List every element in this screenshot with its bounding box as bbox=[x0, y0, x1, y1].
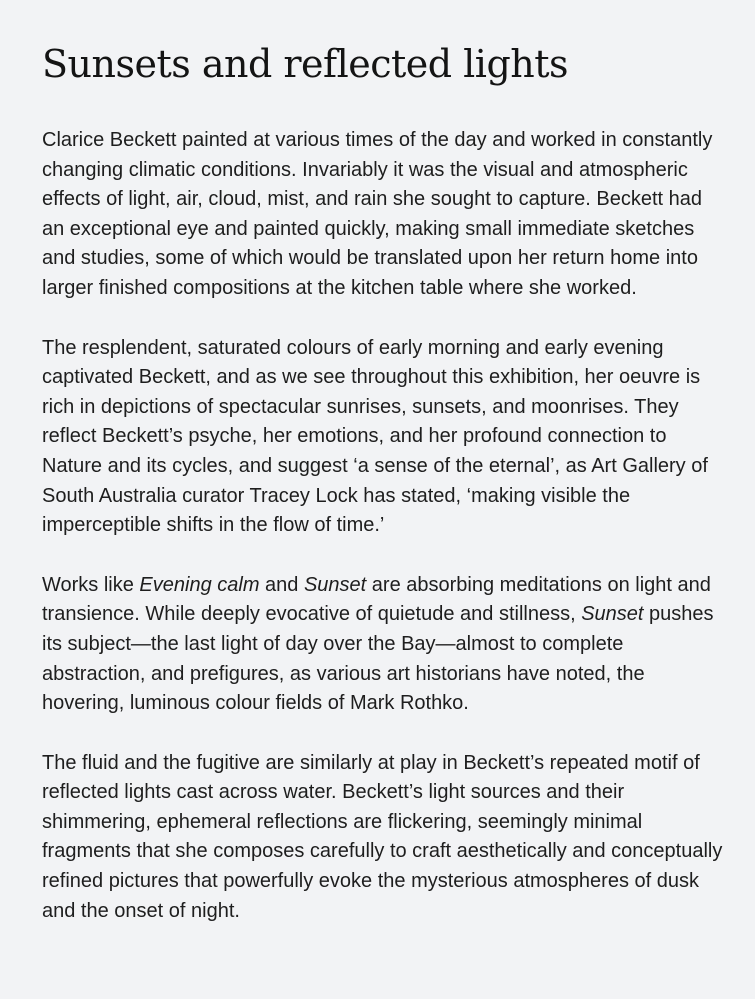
paragraph-2: The resplendent, saturated colours of early morning and early evening captivated Beckett, and as we see throughout this exhibition, her oeuvre is rich in depictions of spectacular sunrises, sunsets, and moonrises. They reflect Beckett’s psyche, her emotions, and her profound connection to Nature and its cycles, and suggest ‘a sense of the eternal’, as Art Gallery of South Australia curator Tracey Lock has stated, ‘making visible the imperceptible shifts in the flow of time.’ bbox=[42, 336, 708, 537]
artwork-title: Sunset bbox=[581, 603, 644, 626]
paragraph-4: The fluid and the fugitive are similarly at play in Beckett’s repeated motif of reflected lights cast across water. Beckett’s light sources and their shimmering, ephemeral reflections are flickering, seemingly minimal fragments that she composes carefully to craft aesthetically and conceptually refined pictures that powerfully evoke the mysterious atmospheres of dusk and the onset of night. bbox=[42, 751, 723, 922]
paragraph-3-text: pushes its subject—the last light of day over the Bay—almost to complete abstraction, and prefigures, as various art historians have noted, the hovering, luminous colour fields of Mark Rothko. bbox=[42, 603, 714, 715]
paragraph-3-text: are absorbing meditations on light and transience. While deeply evocative of quietude and stillness, bbox=[42, 573, 711, 626]
paragraph-1: Clarice Beckett painted at various times of the day and worked in constantly changing climatic conditions. Invariably it was the visual and atmospheric effects of light, air, cloud, mist, and rain she sought to capture. Beckett had an exceptional eye and painted quickly, making small immediate sketches and studies, some of which would be translated upon her return home into larger finished compositions at the kitchen table where she worked. bbox=[42, 129, 713, 299]
artwork-title: Sunset bbox=[303, 573, 367, 596]
paragraph-3-text: Works like bbox=[42, 573, 140, 596]
article-body bbox=[42, 126, 725, 926]
paragraph-3-text: and bbox=[259, 573, 304, 596]
page-title: Sunsets and reflected lights bbox=[42, 42, 569, 86]
artwork-title: Evening calm bbox=[139, 573, 260, 596]
paragraph-3 bbox=[42, 571, 725, 719]
